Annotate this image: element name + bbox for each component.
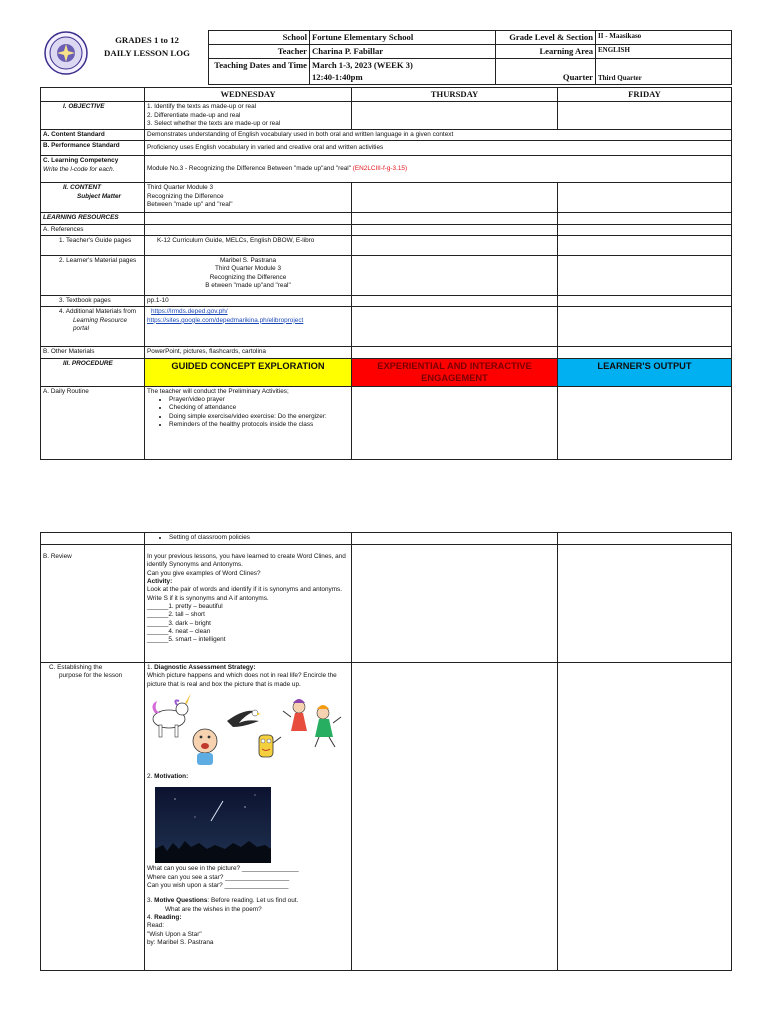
cell	[558, 533, 732, 545]
elibro-link[interactable]: https://sites.google.com/depedmarikina.ph/elibroproject	[147, 316, 304, 324]
read-num: 4.	[147, 913, 153, 921]
objective-item: 2. Differentiate made-up and real	[147, 111, 241, 119]
cell	[558, 236, 732, 256]
cell	[352, 296, 558, 307]
title-line-1: GRADES 1 to 12	[115, 35, 179, 45]
cell	[558, 224, 732, 235]
cell	[352, 533, 558, 545]
cell	[558, 213, 732, 224]
references-label: A. References	[41, 224, 145, 235]
starry-night-picture	[155, 787, 271, 863]
purpose-content	[145, 663, 352, 971]
tb-value: pp.1-10	[145, 296, 352, 307]
teacher-label: Teacher	[209, 45, 310, 59]
dates-line-2: 12:40-1:40pm	[312, 71, 363, 82]
lm-line: Third Quarter Module 3	[214, 265, 282, 273]
content-standard-text: Demonstrates understanding of English vocabulary used in both oral and written language in a given context	[145, 130, 732, 141]
lm-lines	[145, 256, 352, 296]
cell	[352, 663, 558, 971]
review-label: B. Review	[41, 545, 145, 663]
dates-value	[310, 59, 496, 84]
content-lines	[145, 183, 352, 213]
routine-bullet: • Doing simple exercise/video exercise: Do the energizer:	[169, 413, 349, 421]
performance-standard-label: B. Performance Standard	[41, 141, 145, 156]
review-item: ______1. pretty – beautiful	[147, 602, 223, 610]
cell	[558, 545, 732, 663]
cell	[352, 386, 558, 459]
content-label: II. CONTENT	[63, 184, 101, 192]
lesson-table-page1	[40, 87, 732, 460]
objective-items	[145, 102, 352, 130]
review-content	[145, 545, 352, 663]
review-item: ______2. tall – short	[147, 611, 205, 619]
motive-label: Motive Questions	[154, 897, 208, 905]
routine-bullet: • Prayer/video prayer	[169, 396, 349, 404]
cell	[145, 224, 352, 235]
additional-label-cell	[41, 307, 145, 347]
crying-baby-picture	[193, 729, 217, 765]
purpose-label-2: purpose for the lesson	[59, 672, 123, 680]
dates-label: Teaching Dates and Time	[209, 59, 310, 84]
teacher-value: Charina P. Fabillar	[310, 45, 496, 59]
cell	[558, 102, 732, 130]
motiv-num: 2.	[147, 772, 153, 780]
review-p1: In your previous lessons, you have learned to create Word Clines, and identify Synonyms and Antonyms.	[147, 553, 346, 569]
content-sublabel: Subject Matter	[77, 192, 122, 200]
read-line-2: "Wish Upon a Star"	[147, 930, 202, 938]
motive-question: What are the wishes in the poem?	[165, 905, 262, 913]
guided-concept-header: GUIDED CONCEPT EXPLORATION	[145, 358, 352, 386]
content-line: Between "made up" and "real"	[147, 201, 233, 209]
quarter-label: Quarter	[496, 59, 596, 84]
review-item: ______5. smart – intelligent	[147, 636, 226, 644]
other-label: B. Other Materials	[41, 347, 145, 358]
lm-line: B etween "made up"and "real"	[205, 282, 291, 290]
content-standard-label: A. Content Standard	[41, 130, 145, 141]
cell	[352, 347, 558, 358]
header-title	[88, 34, 206, 60]
cell	[558, 347, 732, 358]
unicorn-picture	[152, 693, 191, 737]
cell	[352, 183, 558, 213]
routine-continued	[145, 533, 352, 545]
additional-label-2: Learning Resource portal	[73, 316, 127, 333]
area-label: Learning Area	[496, 45, 596, 59]
cell	[352, 213, 558, 224]
procedure-label: III. PROCEDURE	[41, 358, 145, 386]
additional-label-1: 4. Additional Materials from	[59, 308, 137, 316]
other-value: PowerPoint, pictures, flashcards, cartolina	[145, 347, 352, 358]
activity-label: Activity:	[147, 577, 173, 585]
motiv-q2: Where can you see a star? __________________	[147, 873, 290, 881]
cell	[352, 256, 558, 296]
motive-text: : Before reading. Let us find out.	[207, 897, 299, 905]
read-label: Reading:	[154, 913, 182, 921]
cell	[352, 224, 558, 235]
header-table	[208, 30, 732, 85]
lrmds-link[interactable]: https://lrmds.deped.gov.ph/	[151, 308, 228, 316]
blank-head	[41, 88, 145, 102]
eagle-picture	[227, 710, 261, 727]
grade-value: II - Maasikaso	[596, 31, 732, 45]
school-label: School	[209, 31, 310, 45]
motiv-q3: Can you wish upon a star? __________________	[147, 881, 289, 889]
competency-sublabel: Write the l-code for each.	[43, 165, 115, 173]
motiv-q1: What can you see in the picture? ________________	[147, 865, 299, 873]
routine-bullet: • Checking of attendance	[169, 404, 349, 412]
cell	[352, 236, 558, 256]
competency-label-cell	[41, 156, 145, 183]
additional-links	[145, 307, 352, 347]
cell	[558, 663, 732, 971]
lm-label: 2. Learner's Material pages	[41, 256, 145, 296]
area-value: ENGLISH	[596, 45, 732, 59]
tg-label: 1. Teacher's Guide pages	[41, 236, 145, 256]
diagnostic-pictures	[147, 691, 347, 769]
cell	[558, 296, 732, 307]
daily-routine-label: A. Daily Routine	[41, 386, 145, 459]
lm-line: Maribel S. Pastrana	[219, 257, 277, 265]
content-line: Third Quarter Module 3	[147, 184, 214, 192]
title-line-2: DAILY LESSON LOG	[104, 48, 190, 59]
content-line: Recognizing the Difference	[147, 192, 224, 200]
content-label-cell	[41, 183, 145, 213]
motive-num: 3.	[147, 897, 153, 905]
day-thursday: THURSDAY	[352, 88, 558, 102]
objective-item: 3. Select whether the texts are made-up or real	[147, 119, 281, 127]
deped-seal-icon	[44, 31, 88, 75]
tg-value: K-12 Curriculum Guide, MELCs, English DBOW, E-libro	[145, 236, 352, 256]
day-friday: FRIDAY	[558, 88, 732, 102]
motiv-label: Motivation:	[154, 772, 189, 780]
routine-bullet: • Setting of classroom policies	[169, 534, 349, 542]
review-item: ______4. neat – clean	[147, 627, 211, 635]
resources-label: LEARNING RESOURCES	[41, 213, 145, 224]
purpose-label-1: C. Establishing the	[49, 664, 103, 671]
read-line-1: Read:	[147, 922, 165, 930]
cell	[145, 213, 352, 224]
read-line-3: by: Maribel S. Pastrana	[147, 938, 214, 946]
cell	[558, 183, 732, 213]
cell	[558, 307, 732, 347]
day-wednesday: WEDNESDAY	[145, 88, 352, 102]
tb-label: 3. Textbook pages	[41, 296, 145, 307]
review-p3: Look at the pair of words and identify if it is synonyms and antonyms. Write S if it is synonyms and A if antonyms.	[147, 586, 343, 602]
cell	[352, 307, 558, 347]
lm-line: Recognizing the Difference	[209, 273, 287, 281]
cell	[41, 533, 145, 545]
experiential-header: EXPERIENTIAL AND INTERACTIVE ENGAGEMENT	[352, 358, 558, 386]
diag-num: 1.	[147, 664, 153, 671]
competency-label: C. Learning Competency	[43, 157, 119, 165]
routine-bullet: • Reminders of the healthy protocols inside the class	[169, 421, 349, 429]
diag-label: Diagnostic Assessment Strategy:	[154, 664, 256, 671]
objective-label: I. OBJECTIVE	[41, 102, 145, 130]
grade-label: Grade Level & Section	[496, 31, 596, 45]
diag-text: Which picture happens and which does not in real life? Encircle the picture that is real and box the picture that is made up.	[147, 672, 337, 688]
dates-line-1: March 1-3, 2023 (WEEK 3)	[312, 60, 413, 71]
purpose-label-cell	[41, 663, 145, 971]
daily-routine-content	[145, 386, 352, 459]
daily-routine-intro: The teacher will conduct the Preliminary Activities;	[147, 387, 289, 395]
cell	[352, 545, 558, 663]
quarter-value: Third Quarter	[596, 59, 732, 84]
review-item: ______3. dark – bright	[147, 619, 211, 627]
lesson-table-page2	[40, 532, 732, 971]
review-p2: Can you give examples of Word Clines?	[147, 569, 261, 577]
cartoon-character-picture	[259, 735, 281, 757]
performance-standard-text: Proficiency uses English vocabulary in varied and creative oral and written activities	[145, 141, 732, 156]
cell	[352, 102, 558, 130]
cell	[558, 256, 732, 296]
competency-text-cell	[145, 156, 732, 183]
learners-output-header: LEARNER'S OUTPUT	[558, 358, 732, 386]
competency-code: (EN2LCIII-f-g-3.15)	[352, 165, 408, 173]
school-value: Fortune Elementary School	[310, 31, 496, 45]
objective-item: 1. Identify the texts as made-up or real	[147, 103, 257, 111]
cell	[558, 386, 732, 459]
dancing-kids-picture	[283, 699, 341, 747]
competency-text: Module No.3 - Recognizing the Difference Between "made up"and "real"	[147, 165, 351, 173]
